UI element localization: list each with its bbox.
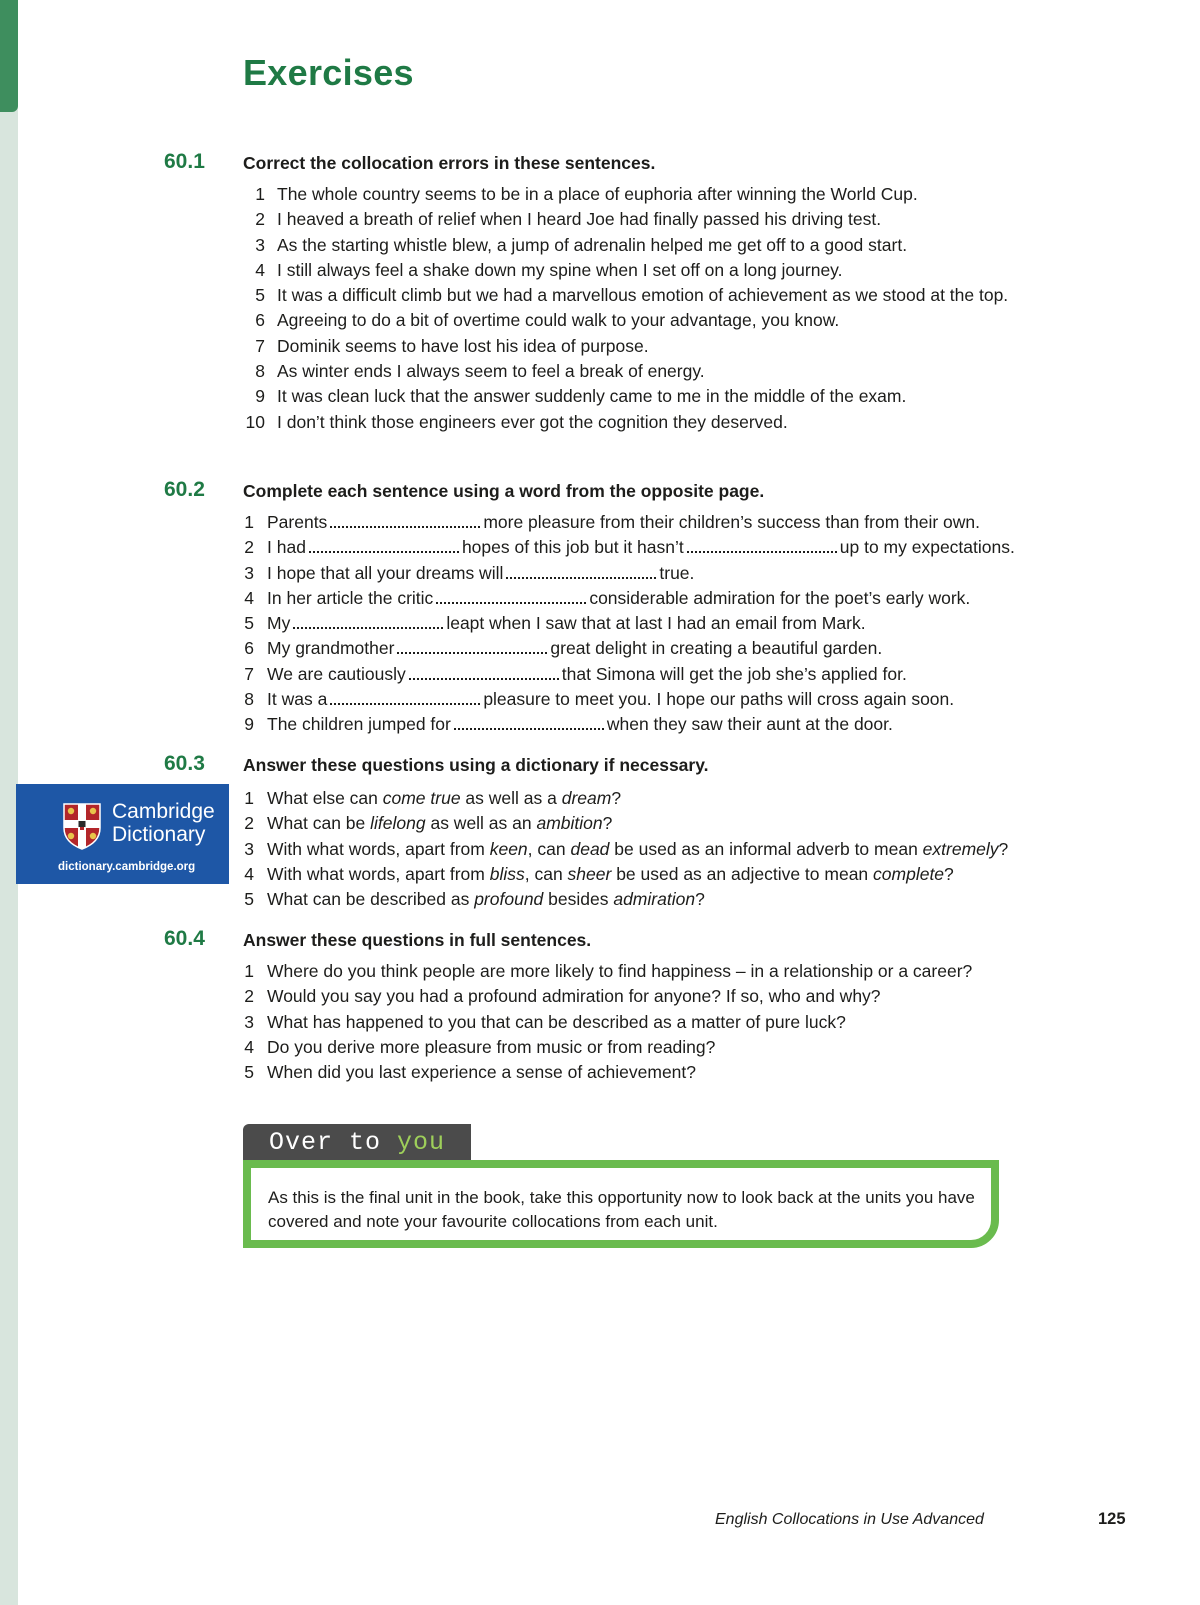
- item-segment: I had: [267, 537, 306, 558]
- cambridge-dictionary-badge[interactable]: [16, 784, 229, 884]
- exercise-item: [243, 334, 1067, 359]
- over-to-you-label-a: Over to: [269, 1128, 382, 1157]
- item-number: 8: [255, 361, 265, 382]
- answer-blank[interactable]: [454, 712, 604, 730]
- item-number: 8: [244, 689, 254, 710]
- item-keyword: admiration: [613, 889, 696, 910]
- exercise-item: [243, 510, 1015, 535]
- item-number: 4: [244, 587, 254, 608]
- exercise-item: [243, 887, 1008, 912]
- item-text: [267, 586, 970, 611]
- exercise-number: 60.1: [164, 150, 205, 173]
- exercise-instruction: Answer these questions in full sentences.: [243, 930, 592, 950]
- item-keyword: lifelong: [370, 813, 426, 834]
- item-keyword: keen: [489, 838, 528, 859]
- item-number: 6: [244, 638, 254, 659]
- item-segment: What can be: [267, 813, 371, 834]
- item-segment: considerable admiration for the poet’s early work.: [589, 587, 971, 608]
- item-number: 3: [244, 562, 254, 583]
- item-segment: My grandmother: [267, 638, 395, 659]
- exercise-item: [243, 984, 972, 1009]
- item-segment: , can: [527, 838, 571, 859]
- exercise-number: 60.2: [164, 478, 205, 501]
- exercise-item: [243, 1010, 972, 1035]
- item-text: [267, 535, 1015, 560]
- exercise-item: [243, 233, 1067, 258]
- item-segment: hopes of this job but it hasn’t: [461, 537, 684, 558]
- exercise-item: [243, 535, 1015, 560]
- item-segment: It was a: [267, 689, 328, 710]
- exercise-item: [243, 410, 1067, 435]
- item-text: [267, 687, 954, 712]
- item-segment: ?: [695, 889, 705, 910]
- over-to-you-label-b: you: [397, 1128, 446, 1157]
- item-text: What has happened to you that can be described as a matter of pure luck?: [267, 1011, 846, 1032]
- dictionary-name: [112, 800, 215, 846]
- item-keyword: dream: [561, 788, 612, 808]
- item-segment: as well as an: [425, 813, 537, 834]
- item-text: [267, 811, 612, 836]
- exercise-item: [243, 712, 1015, 737]
- item-segment: Parents: [267, 512, 328, 532]
- item-text: Agreeing to do a bit of overtime could walk to your advantage, you know.: [277, 310, 840, 331]
- exercise-item: [243, 862, 1008, 887]
- exercise-number: 60.4: [164, 927, 205, 950]
- item-text: [267, 611, 866, 636]
- exercise-items: [243, 959, 972, 1085]
- exercise-item: [243, 308, 1067, 333]
- exercise-item: [243, 662, 1015, 687]
- item-text: As the starting whistle blew, a jump of adrenalin helped me get off to a good start.: [277, 234, 908, 255]
- item-number: 7: [244, 663, 254, 684]
- item-text: When did you last experience a sense of achievement?: [267, 1062, 697, 1083]
- item-segment: With what words, apart from: [267, 838, 490, 859]
- item-number: 1: [244, 961, 254, 981]
- item-segment: true.: [659, 562, 695, 583]
- item-segment: be used as an informal adverb to mean: [609, 838, 923, 859]
- item-text: [267, 662, 907, 687]
- item-text: It was clean luck that the answer suddenly came to me in the middle of the exam.: [277, 386, 907, 407]
- answer-blank[interactable]: [330, 687, 480, 705]
- item-keyword: come true: [382, 788, 461, 808]
- exercise-item: [243, 837, 1008, 862]
- exercise-item: [243, 207, 1067, 232]
- item-number: 10: [245, 411, 265, 432]
- item-number: 3: [255, 234, 265, 255]
- exercise-item: [243, 611, 1015, 636]
- item-segment: I hope that all your dreams will: [267, 562, 504, 583]
- item-segment: besides: [543, 889, 614, 910]
- answer-blank[interactable]: [397, 636, 547, 654]
- over-to-you-tab: [243, 1124, 471, 1160]
- item-number: 5: [244, 613, 254, 634]
- item-segment: ?: [602, 813, 613, 834]
- over-to-you-body: As this is the final unit in the book, take this opportunity now to look back at the units you have covered and note your favourite collocations from each unit.: [268, 1188, 975, 1231]
- answer-blank[interactable]: [330, 510, 480, 528]
- dictionary-url-link[interactable]: dictionary.cambridge.org: [58, 861, 196, 873]
- item-segment: great delight in creating a beautiful garden.: [550, 638, 883, 659]
- answer-blank[interactable]: [506, 561, 656, 579]
- item-text: The whole country seems to be in a place of euphoria after winning the World Cup.: [277, 184, 918, 204]
- exercise-item: [243, 687, 1015, 712]
- item-keyword: bliss: [489, 863, 525, 884]
- item-number: 1: [255, 184, 265, 204]
- footer-book-title: English Collocations in Use Advanced: [715, 1511, 984, 1528]
- page-number: 125: [1098, 1510, 1126, 1528]
- exercise-item: [243, 636, 1015, 661]
- item-segment: In her article the critic: [267, 587, 434, 608]
- item-segment: With what words, apart from: [267, 863, 490, 884]
- exercise-item: [243, 561, 1015, 586]
- item-number: 5: [244, 1062, 254, 1083]
- item-text: [267, 510, 980, 535]
- item-text: Where do you think people are more likely to find happiness – in a relationship or a career?: [267, 961, 973, 981]
- item-text: [267, 837, 1008, 862]
- item-text: [267, 636, 882, 661]
- answer-blank[interactable]: [409, 662, 559, 680]
- item-number: 2: [244, 537, 254, 558]
- over-to-you-box: [243, 1160, 999, 1248]
- exercise-item: [243, 182, 1067, 207]
- answer-blank[interactable]: [436, 586, 586, 604]
- item-text: I heaved a breath of relief when I heard Joe had finally passed his driving test.: [277, 209, 882, 230]
- item-keyword: profound: [474, 889, 544, 910]
- answer-blank[interactable]: [293, 611, 443, 629]
- item-number: 4: [255, 259, 265, 280]
- item-number: 3: [244, 838, 254, 859]
- exercise-items: [243, 786, 1008, 912]
- exercise-items: [243, 182, 1067, 435]
- exercise-number: 60.3: [164, 752, 205, 775]
- item-number: 2: [255, 209, 265, 230]
- exercise-item: [243, 384, 1067, 409]
- item-number: 5: [244, 889, 254, 910]
- exercise-item: [243, 359, 1067, 384]
- item-text: Dominik seems to have lost his idea of purpose.: [277, 335, 649, 356]
- item-number: 3: [244, 1011, 254, 1032]
- item-keyword: dead: [570, 838, 610, 859]
- exercise-instruction: Answer these questions using a dictionary if necessary.: [243, 755, 709, 775]
- item-number: 7: [255, 335, 265, 356]
- exercise-item: [243, 586, 1015, 611]
- exercise-item: [243, 811, 1008, 836]
- dictionary-name-line1: Cambridge: [112, 800, 215, 823]
- item-segment: What else can: [267, 788, 383, 808]
- unit-tab-marker: [0, 0, 18, 112]
- item-segment: My: [267, 613, 291, 634]
- exercise-item: [243, 1060, 972, 1085]
- item-segment: when they saw their aunt at the door.: [606, 714, 893, 735]
- page-title: Exercises: [243, 52, 414, 93]
- item-number: 1: [244, 788, 254, 808]
- item-text: [267, 862, 954, 887]
- item-number: 4: [244, 863, 254, 884]
- item-number: 2: [244, 986, 254, 1007]
- item-keyword: complete: [873, 863, 945, 884]
- item-number: 5: [255, 285, 265, 306]
- exercise-item: [243, 1035, 972, 1060]
- item-segment: as well as a: [460, 788, 562, 808]
- item-number: 9: [244, 714, 254, 735]
- item-text: [267, 786, 621, 811]
- exercise-instruction: Correct the collocation errors in these sentences.: [243, 153, 656, 173]
- dictionary-name-line2: Dictionary: [112, 823, 206, 846]
- item-text: It was a difficult climb but we had a marvellous emotion of achievement as we stood at the top.: [277, 285, 1009, 306]
- answer-blank[interactable]: [687, 535, 837, 553]
- item-number: 2: [244, 813, 254, 834]
- exercise-items: [243, 510, 1015, 738]
- exercise-instruction: Complete each sentence using a word from the opposite page.: [243, 481, 765, 501]
- exercise-item: [243, 258, 1067, 283]
- item-segment: , can: [524, 863, 568, 884]
- item-number: 1: [244, 512, 254, 532]
- item-keyword: extremely: [922, 838, 999, 859]
- exercise-item: [243, 786, 1008, 811]
- item-keyword: ambition: [536, 813, 603, 834]
- item-text: Do you derive more pleasure from music or from reading?: [267, 1036, 716, 1057]
- item-segment: be used as an adjective to mean: [611, 863, 874, 884]
- item-segment: ?: [944, 863, 954, 884]
- item-segment: leapt when I saw that at last I had an email from Mark.: [446, 613, 866, 634]
- item-text: Would you say you had a profound admiration for anyone? If so, who and why?: [267, 986, 881, 1007]
- item-segment: ?: [998, 838, 1009, 859]
- item-text: [267, 712, 893, 737]
- item-text: [267, 887, 705, 912]
- item-segment: ?: [611, 788, 622, 808]
- answer-blank[interactable]: [309, 535, 459, 553]
- item-number: 6: [255, 310, 265, 331]
- item-segment: What can be described as: [267, 889, 475, 910]
- item-text: [267, 561, 694, 586]
- item-text: I don’t think those engineers ever got the cognition they deserved.: [277, 411, 788, 432]
- item-segment: more pleasure from their children’s success than from their own.: [483, 512, 981, 532]
- item-segment: that Simona will get the job she’s applied for.: [561, 663, 907, 684]
- item-segment: pleasure to meet you. I hope our paths will cross again soon.: [483, 689, 955, 710]
- item-text: As winter ends I always seem to feel a break of energy.: [277, 361, 705, 382]
- exercise-item: [243, 283, 1067, 308]
- item-number: 4: [244, 1036, 254, 1057]
- item-keyword: sheer: [567, 863, 612, 884]
- item-number: 9: [255, 386, 265, 407]
- item-segment: The children jumped for: [267, 714, 451, 735]
- exercise-item: [243, 959, 972, 984]
- item-text: I still always feel a shake down my spine when I set off on a long journey.: [277, 259, 843, 280]
- over-to-you-label: [269, 1128, 445, 1157]
- item-segment: up to my expectations.: [839, 537, 1015, 558]
- cambridge-crest-icon: [62, 802, 102, 850]
- item-segment: We are cautiously: [267, 663, 406, 684]
